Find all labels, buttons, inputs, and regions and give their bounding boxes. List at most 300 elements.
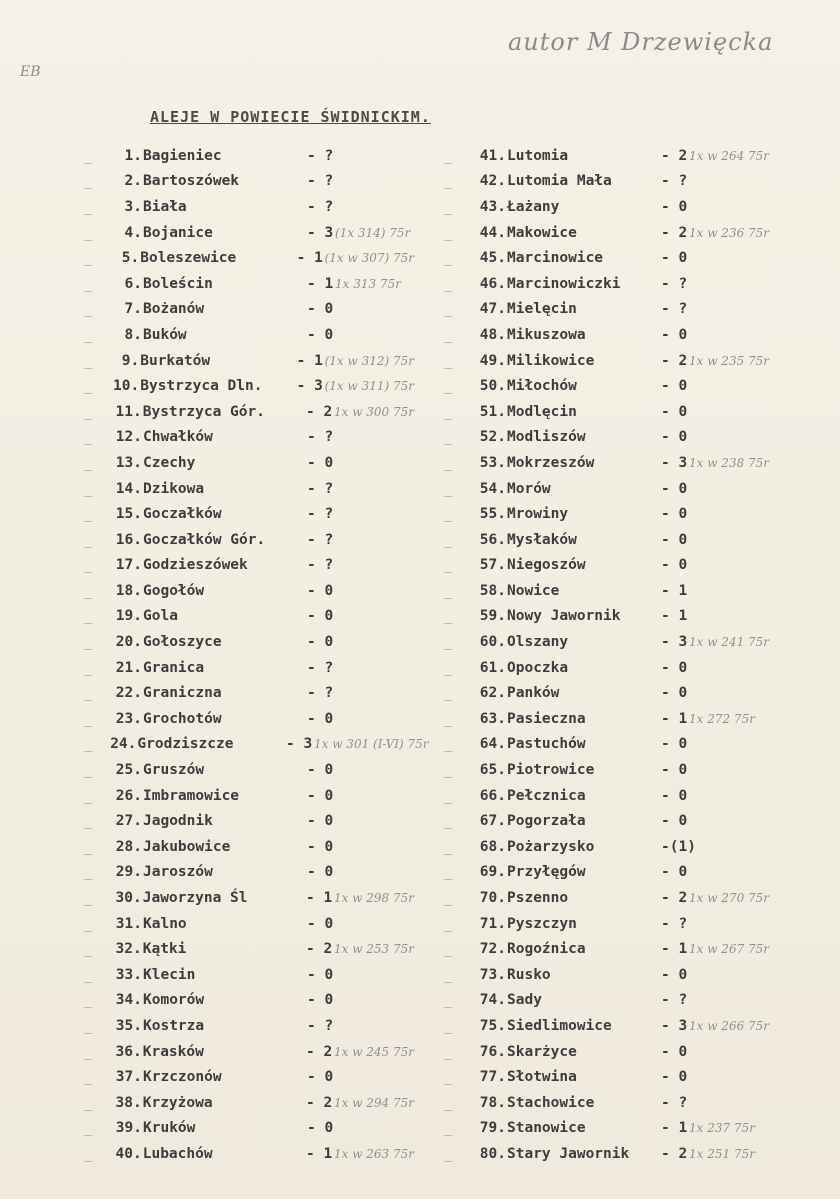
item-name: Nowy Jawornik (507, 608, 621, 625)
item-number: 19. (115, 608, 142, 625)
dash-mark: _ (84, 378, 93, 395)
item-number: 75. (479, 1017, 506, 1034)
item-number: 44. (479, 224, 506, 241)
list-item (84, 553, 414, 579)
handwritten-note: 1x w 263 75r (333, 1146, 415, 1161)
item-value: - 2 (305, 403, 333, 420)
item-number: 10. (113, 378, 140, 395)
item-value: - 1 (307, 275, 334, 292)
list-item (84, 604, 414, 630)
item-value: - 0 (307, 710, 334, 727)
item-value: - 0 (661, 864, 688, 881)
dash-mark: _ (444, 250, 453, 267)
item-number: 42. (479, 173, 506, 190)
item-name: Gołoszyce (143, 634, 222, 651)
item-name: Pełcznica (507, 787, 586, 804)
dash-mark: _ (84, 1120, 93, 1137)
item-number: 45. (479, 250, 506, 267)
list-item (444, 629, 824, 655)
list-item (444, 860, 824, 886)
handwritten-note: 1x w 301 (I-VI) 75r (314, 737, 429, 752)
item-name: Mysłaków (507, 531, 577, 548)
item-name: Pogorzała (507, 813, 586, 830)
dash-mark: _ (444, 557, 453, 574)
dash-mark: _ (84, 352, 93, 369)
item-name: Przyłęgów (507, 864, 586, 881)
handwritten-note: 1x w 270 75r (689, 891, 770, 906)
item-value: - 1 (661, 608, 688, 625)
item-value: - 0 (307, 454, 334, 471)
item-name: Słotwina (507, 1069, 577, 1086)
item-name: Boleścin (143, 275, 213, 292)
handwritten-note: 1x w 267 75r (689, 942, 770, 957)
item-number: 7. (124, 301, 142, 318)
item-number: 18. (115, 582, 142, 599)
item-name: Rusko (507, 966, 551, 983)
item-number: 57. (479, 557, 506, 574)
list-item (444, 399, 824, 425)
list-item (444, 936, 824, 962)
list-item (444, 169, 824, 195)
item-number: 55. (479, 506, 506, 523)
dash-mark: _ (84, 275, 93, 292)
item-name: Pastuchów (507, 736, 586, 753)
list-item (444, 1141, 824, 1167)
item-value: - 0 (307, 1120, 334, 1137)
item-number: 59. (479, 608, 506, 625)
list-item (84, 988, 414, 1014)
list-item (84, 271, 414, 297)
item-number: 17. (115, 557, 142, 574)
item-name: Stary Jawornik (507, 1145, 630, 1162)
dash-mark: _ (444, 352, 453, 369)
item-value: - 0 (307, 582, 334, 599)
dash-mark: _ (84, 429, 93, 446)
item-number: 28. (115, 838, 142, 855)
item-value: - 3 (661, 634, 688, 651)
item-value: - 1 (661, 710, 688, 727)
item-value: - 0 (307, 813, 334, 830)
item-number: 37. (115, 1069, 142, 1086)
handwritten-note: 1x w 266 75r (689, 1018, 770, 1033)
item-number: 36. (115, 1043, 142, 1060)
item-value: - 2 (661, 224, 688, 241)
item-value: - 0 (307, 838, 334, 855)
list-item (444, 1013, 824, 1039)
dash-mark: _ (444, 198, 453, 215)
item-value: - 1 (661, 1120, 688, 1137)
item-name: Gruszów (143, 762, 205, 779)
item-number: 50. (479, 378, 506, 395)
item-name: Modliszów (507, 429, 586, 446)
item-name: Grochotów (143, 710, 222, 727)
dash-mark: _ (444, 864, 453, 881)
item-number: 26. (115, 787, 142, 804)
item-value: - 3 (661, 454, 688, 471)
item-value: - ? (661, 992, 688, 1009)
item-number: 32. (115, 941, 142, 958)
item-number: 22. (115, 685, 142, 702)
item-name: Mokrzeszów (507, 454, 595, 471)
item-number: 74. (479, 992, 506, 1009)
list-item (84, 450, 414, 476)
handwritten-note: 1x 251 75r (689, 1146, 755, 1161)
list-item (84, 143, 414, 169)
item-name: Bartoszówek (143, 173, 240, 190)
dash-mark: _ (444, 608, 453, 625)
dash-mark: _ (84, 685, 93, 702)
dash-mark: _ (444, 710, 453, 727)
list-item (444, 373, 824, 399)
dash-mark: _ (444, 966, 453, 983)
item-value: - 0 (661, 1043, 688, 1060)
item-number: 14. (115, 480, 142, 497)
dash-mark: _ (444, 634, 453, 651)
item-value: - 0 (307, 787, 334, 804)
dash-mark: _ (444, 454, 453, 471)
list-item (84, 834, 414, 860)
item-name: Mikuszowa (507, 326, 586, 343)
item-number: 5. (121, 250, 140, 267)
dash-mark: _ (444, 941, 453, 958)
handwritten-note: 1x w 245 75r (333, 1044, 415, 1059)
item-number: 63. (479, 710, 506, 727)
item-value: - 3 (286, 736, 313, 753)
item-name: Rogoźnica (507, 941, 586, 958)
item-value: - 0 (661, 250, 688, 267)
item-number: 12. (115, 429, 142, 446)
item-number: 64. (479, 736, 506, 753)
item-name: Komorów (143, 992, 205, 1009)
handwritten-note: 1x w 236 75r (689, 225, 770, 240)
handwritten-note: 1x w 294 75r (333, 1095, 415, 1110)
item-name: Biała (143, 198, 187, 215)
item-number: 47. (479, 301, 506, 318)
list-item (84, 169, 414, 195)
item-number: 4. (124, 224, 142, 241)
list-item (444, 911, 824, 937)
item-value: - ? (307, 531, 334, 548)
item-name: Jagodnik (143, 813, 213, 830)
item-value: - 0 (661, 685, 688, 702)
list-item (84, 194, 414, 220)
list-item (84, 399, 414, 425)
dash-mark: _ (444, 992, 453, 1009)
item-value: - 3 (661, 1017, 688, 1034)
item-name: Opoczka (507, 659, 569, 676)
item-name: Chwałków (143, 429, 213, 446)
dash-mark: _ (444, 736, 453, 753)
list-item (84, 220, 414, 246)
item-name: Mrowiny (507, 506, 569, 523)
dash-mark: _ (84, 326, 93, 343)
dash-mark: _ (444, 147, 453, 164)
item-value: - 2 (661, 890, 688, 907)
item-name: Niegoszów (507, 557, 586, 574)
item-name: Jaroszów (143, 864, 213, 881)
list-item (444, 1090, 824, 1116)
dash-mark: _ (444, 301, 453, 318)
list-item (444, 297, 824, 323)
item-number: 39. (115, 1120, 142, 1137)
item-number: 8. (124, 326, 142, 343)
item-value: - 0 (307, 608, 334, 625)
item-value: - 0 (661, 198, 688, 215)
item-number: 29. (115, 864, 142, 881)
dash-mark: _ (84, 915, 93, 932)
dash-mark: _ (84, 403, 93, 420)
item-number: 60. (479, 634, 506, 651)
item-value: - 2 (661, 1145, 688, 1162)
list-item (84, 629, 414, 655)
corner-mark: EB (20, 64, 41, 80)
list-item (84, 680, 414, 706)
item-number: 70. (479, 890, 506, 907)
item-number: 21. (115, 659, 142, 676)
list-item (84, 706, 414, 732)
item-value: - ? (661, 301, 688, 318)
dash-mark: _ (84, 634, 93, 651)
item-value: - 0 (307, 864, 334, 881)
dash-mark: _ (444, 915, 453, 932)
dash-mark: _ (444, 1069, 453, 1086)
item-value: - ? (307, 480, 334, 497)
dash-mark: _ (444, 1017, 453, 1034)
list-item (444, 808, 824, 834)
list-item (444, 988, 824, 1014)
list-item (84, 245, 414, 271)
dash-mark: _ (444, 173, 453, 190)
item-number: 49. (479, 352, 506, 369)
item-number: 34. (115, 992, 142, 1009)
item-number: 40. (115, 1145, 142, 1162)
item-number: 43. (479, 198, 506, 215)
item-number: 27. (115, 813, 142, 830)
item-value: - 2 (305, 1043, 333, 1060)
list-item (84, 501, 414, 527)
item-name: Sady (507, 992, 542, 1009)
item-value: - 0 (661, 378, 688, 395)
item-name: Kostrza (143, 1017, 205, 1034)
item-name: Pożarzysko (507, 838, 595, 855)
item-number: 24. (110, 736, 137, 753)
dash-mark: _ (444, 582, 453, 599)
item-value: - 3 (307, 224, 334, 241)
page-title: ALEJE W POWIECIE ŚWIDNICKIM. (150, 108, 431, 126)
item-number: 38. (115, 1094, 142, 1111)
item-number: 25. (115, 762, 142, 779)
item-number: 1. (124, 147, 142, 164)
item-number: 62. (479, 685, 506, 702)
item-number: 56. (479, 531, 506, 548)
item-name: Lutomia Mała (507, 173, 612, 190)
item-number: 79. (479, 1120, 506, 1137)
list-item (444, 476, 824, 502)
dash-mark: _ (84, 608, 93, 625)
dash-mark: _ (84, 941, 93, 958)
dash-mark: _ (444, 1094, 453, 1111)
item-value: - ? (307, 557, 334, 574)
item-number: 77. (479, 1069, 506, 1086)
dash-mark: _ (84, 480, 93, 497)
item-number: 73. (479, 966, 506, 983)
item-value: - 0 (307, 326, 334, 343)
dash-mark: _ (444, 275, 453, 292)
item-name: Pszenno (507, 890, 569, 907)
item-number: 53. (479, 454, 506, 471)
item-number: 58. (479, 582, 506, 599)
item-name: Lubachów (142, 1145, 213, 1162)
item-name: Bystrzyca Gór. (142, 403, 265, 420)
list-item (84, 1039, 414, 1065)
author-handwritten-note: autor M Drzewięcka (508, 28, 774, 56)
list-item (444, 1116, 824, 1142)
dash-mark: _ (84, 454, 93, 471)
item-number: 30. (115, 890, 142, 907)
item-number: 61. (479, 659, 506, 676)
item-value: - 1 (296, 352, 323, 369)
handwritten-note: 1x 313 75r (335, 276, 401, 291)
item-name: Jakubowice (143, 838, 231, 855)
item-name: Kalno (143, 915, 187, 932)
dash-mark: _ (84, 198, 93, 215)
item-name: Klecin (143, 966, 196, 983)
list-item (444, 348, 824, 374)
dash-mark: _ (84, 736, 93, 753)
dash-mark: _ (444, 403, 453, 420)
item-number: 66. (479, 787, 506, 804)
list-item (444, 194, 824, 220)
handwritten-note: 1x w 238 75r (689, 455, 770, 470)
list-item (84, 783, 414, 809)
list-item (444, 680, 824, 706)
item-name: Morów (507, 480, 551, 497)
handwritten-note: 1x w 298 75r (333, 891, 415, 906)
item-name: Piotrowice (507, 762, 595, 779)
dash-mark: _ (444, 659, 453, 676)
item-name: Buków (143, 326, 187, 343)
item-name: Krzyżowa (142, 1094, 213, 1111)
item-name: Gogołów (143, 582, 205, 599)
item-value: - 1 (305, 890, 333, 907)
item-value: - 2 (661, 352, 688, 369)
item-value: - 0 (307, 915, 334, 932)
dash-mark: _ (84, 659, 93, 676)
dash-mark: _ (84, 531, 93, 548)
handwritten-note: 1x 237 75r (689, 1121, 755, 1136)
item-value: - 0 (307, 634, 334, 651)
dash-mark: _ (84, 838, 93, 855)
item-value: - 0 (661, 403, 688, 420)
dash-mark: _ (84, 890, 93, 907)
list-item (444, 885, 824, 911)
item-number: 54. (479, 480, 506, 497)
list-column-left (84, 143, 429, 1167)
list-item (84, 373, 414, 399)
dash-mark: _ (84, 301, 93, 318)
list-item (444, 322, 824, 348)
dash-mark: _ (84, 147, 93, 164)
item-name: Olszany (507, 634, 569, 651)
item-number: 20. (115, 634, 142, 651)
dash-mark: _ (444, 326, 453, 343)
list-item (444, 655, 824, 681)
handwritten-note: 1x w 241 75r (689, 635, 770, 650)
dash-mark: _ (444, 1120, 453, 1137)
item-value: - 0 (661, 813, 688, 830)
item-value: - 0 (661, 557, 688, 574)
item-number: 78. (479, 1094, 506, 1111)
list-item (444, 962, 824, 988)
item-name: Krasków (142, 1043, 204, 1060)
handwritten-note: (1x w 312) 75r (324, 353, 414, 368)
item-name: Gola (143, 608, 178, 625)
item-value: - ? (307, 659, 334, 676)
handwritten-note: 1x 272 75r (689, 711, 755, 726)
item-value: - 0 (661, 966, 688, 983)
list-item (84, 527, 414, 553)
item-number: 11. (115, 403, 142, 420)
item-value: - 0 (661, 531, 688, 548)
dash-mark: _ (84, 557, 93, 574)
item-value: - ? (661, 173, 688, 190)
item-value: - 0 (307, 762, 334, 779)
list-item (444, 732, 824, 758)
item-number: 23. (115, 710, 142, 727)
list-item (444, 450, 824, 476)
item-value: - 2 (305, 941, 333, 958)
item-value: - 0 (307, 992, 334, 1009)
item-value: - ? (307, 173, 334, 190)
item-value: - 1 (661, 941, 688, 958)
list-item (444, 706, 824, 732)
list-column-right (444, 143, 824, 1167)
dash-mark: _ (444, 480, 453, 497)
item-name: Marcinowice (507, 250, 604, 267)
list-item (84, 808, 414, 834)
item-value: - 2 (661, 147, 688, 164)
list-item (84, 476, 414, 502)
item-name: Czechy (143, 454, 196, 471)
list-item (84, 732, 429, 758)
item-name: Burkatów (140, 352, 211, 369)
list-item (84, 860, 414, 886)
list-item (444, 425, 824, 451)
dash-mark: _ (84, 582, 93, 599)
handwritten-note: 1x w 300 75r (333, 404, 415, 419)
list-item (84, 655, 414, 681)
list-item (444, 1064, 824, 1090)
item-name: Miłochów (507, 378, 577, 395)
item-value: - 0 (661, 326, 688, 343)
list-item (84, 348, 414, 374)
item-number: 41. (479, 147, 506, 164)
item-number: 13. (115, 454, 142, 471)
dash-mark: _ (444, 1043, 453, 1060)
item-value: - 2 (305, 1094, 333, 1111)
item-number: 52. (479, 429, 506, 446)
list-item (444, 271, 824, 297)
dash-mark: _ (444, 1145, 453, 1162)
item-number: 67. (479, 813, 506, 830)
dash-mark: _ (84, 992, 93, 1009)
item-name: Panków (507, 685, 560, 702)
dash-mark: _ (84, 864, 93, 881)
item-number: 71. (479, 915, 506, 932)
item-number: 6. (124, 275, 142, 292)
item-value: - ? (307, 1017, 334, 1034)
dash-mark: _ (444, 890, 453, 907)
